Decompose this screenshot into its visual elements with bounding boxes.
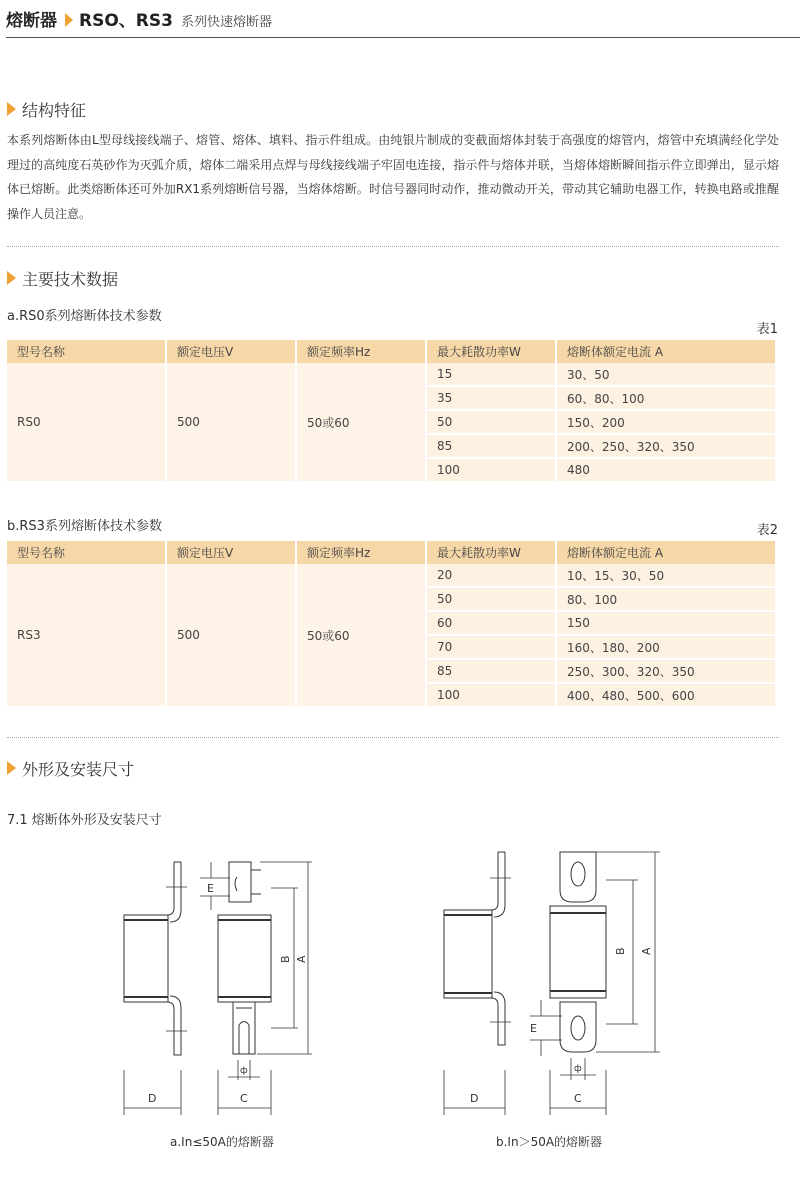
power-cell: 85 [427,660,557,684]
table1-number: 表1 [756,322,778,337]
power-cell: 60 [427,612,557,636]
spec-table-rs3 [7,541,777,708]
model-cell: RS3 [7,564,167,708]
dim-label-a: A [295,955,308,963]
dim-label-phi: ф [574,1064,582,1074]
current-cell: 60、80、100 [557,387,777,411]
frequency-cell: 50或60 [297,363,427,483]
table-header-row [7,541,777,564]
dotted-divider [7,737,779,738]
power-cell: 50 [427,588,557,612]
voltage-cell: 500 [167,363,297,483]
power-cell: 100 [427,459,557,483]
power-cell: 100 [427,684,557,708]
power-cell: 50 [427,411,557,435]
current-cell: 30、50 [557,363,777,387]
current-cell: 80、100 [557,588,777,612]
model-cell: RS0 [7,363,167,483]
current-cell: 150 [557,612,777,636]
table-header-row [7,340,777,363]
column-header: 最大耗散功率W [427,541,557,564]
fuse-a-front-view [200,862,312,1080]
section-title-specs [7,267,118,289]
dim-label-phi: ф [240,1066,248,1076]
page-title: 熔断器 [6,11,57,31]
figure-caption-a: a.In≤50A的熔断器 [170,1135,274,1149]
current-cell: 200、250、320、350 [557,435,777,459]
section-title-label: 外形及安装尺寸 [22,759,135,779]
column-header: 额定频率Hz [297,340,427,363]
fuse-a-side-view [124,862,187,1055]
header-divider [6,37,800,38]
column-header: 熔断体额定电流 A [557,541,777,564]
dim-label-d: D [148,1092,157,1105]
section-title-dimensions [7,757,134,779]
column-header: 额定电压V [167,340,297,363]
figure-title: 7.1 熔断体外形及安装尺寸 [7,813,162,828]
dotted-divider [7,246,779,247]
power-cell: 70 [427,636,557,660]
fuse-b-side-view [444,852,511,1045]
triangle-right-icon [7,271,16,285]
dim-label-b: B [614,947,627,955]
triangle-right-icon [65,13,73,27]
current-cell: 250、300、320、350 [557,660,777,684]
dim-label-e: E [530,1022,537,1035]
structure-description: 本系列熔断体由L型母线接线端子、熔管、熔体、填料、指示件组成。由纯银片制成的变截面熔体封装于高强度的熔管内，熔管中充填满经化学处理过的高纯度石英砂作为灭弧介质，熔体二端采用点焊与母线接线端子牢固电连接，指示件与熔体并联，当熔体熔断瞬间指示件立即弹出，显示熔体已熔断。此类熔断体还可外加RX1系列熔断信号器，当熔体熔断。时信号器同时动作，推动微动开关，带动其它辅助电器工作，转换电路或推醒操作人员注意。 [7,133,779,221]
column-header: 型号名称 [7,340,167,363]
column-header: 额定电压V [167,541,297,564]
dim-label-e: E [207,882,214,895]
power-cell: 35 [427,387,557,411]
column-header: 最大耗散功率W [427,340,557,363]
dim-label-b: B [279,955,292,963]
page-header [6,6,800,34]
column-header: 型号名称 [7,541,167,564]
section-title-label: 结构特征 [22,100,87,120]
column-header: 熔断体额定电流 A [557,340,777,363]
section-title-structure [7,98,86,120]
current-cell: 400、480、500、600 [557,684,777,708]
triangle-right-icon [7,102,16,116]
table-row [7,363,777,387]
table-row [7,564,777,588]
dim-label-c: C [574,1092,582,1105]
frequency-cell: 50或60 [297,564,427,708]
figure-caption-b: b.In＞50A的熔断器 [496,1135,603,1149]
triangle-right-icon [7,761,16,775]
dim-label-d: D [470,1092,479,1105]
model-names: RSO、RS3 [79,11,173,31]
voltage-cell: 500 [167,564,297,708]
spec-table-rs0 [7,340,777,483]
current-cell: 160、180、200 [557,636,777,660]
table2-number: 表2 [756,523,778,538]
dim-label-c: C [240,1092,248,1105]
section-title-label: 主要技术数据 [22,269,119,289]
page-subtitle: 系列快速熔断器 [180,15,272,30]
column-header: 额定频率Hz [297,541,427,564]
current-cell: 480 [557,459,777,483]
dim-label-a: A [640,947,653,955]
table2-caption: b.RS3系列熔断体技术参数 [7,519,162,534]
power-cell: 85 [427,435,557,459]
power-cell: 15 [427,363,557,387]
fuse-b-front-view [530,852,660,1080]
current-cell: 150、200 [557,411,777,435]
table1-caption: a.RS0系列熔断体技术参数 [7,309,162,324]
current-cell: 10、15、30、50 [557,564,777,588]
power-cell: 20 [427,564,557,588]
